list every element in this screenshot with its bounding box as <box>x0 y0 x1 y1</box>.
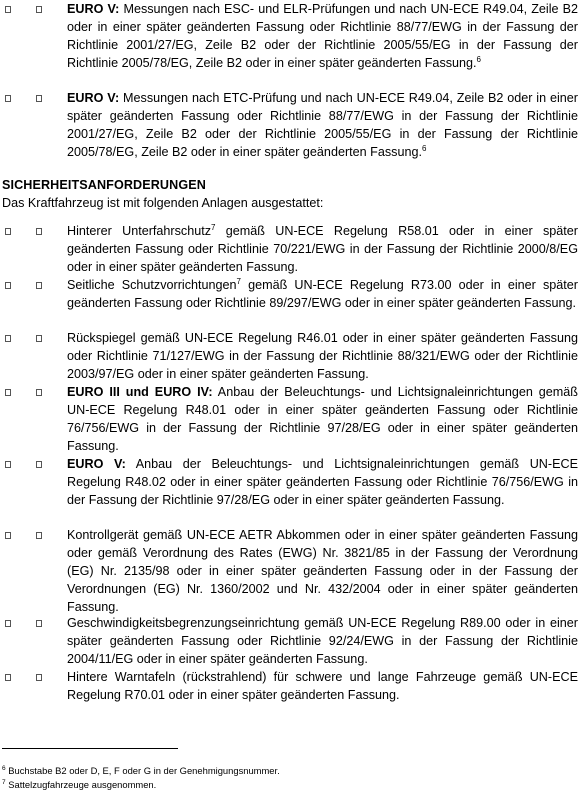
checkbox-left[interactable] <box>5 95 11 102</box>
item-text: Hintere Warntafeln (rückstrahlend) für schwere und lange Fahrzeuge gemäß UN-ECE Regelung R70.01 oder in einer später geänderten Fassung. <box>67 670 578 702</box>
checkbox-right[interactable] <box>36 389 42 396</box>
item-text <box>67 222 578 276</box>
item-bold-label: EURO V: <box>67 457 126 471</box>
footnote-mark: 6 <box>2 764 6 772</box>
checkbox-right[interactable] <box>36 674 42 681</box>
checkbox-left[interactable] <box>5 461 11 468</box>
item-body: Anbau der Beleuchtungs- und Lichtsignaleinrichtungen gemäß UN-ECE Regelung R48.02 oder in einer später geänderten Fassung oder Richtlinie 76/756/EWG in der Fassung der Richtlinie 97/28/EG oder in einer später geänderten Fassung. <box>67 457 578 507</box>
checkbox-left[interactable] <box>5 532 11 539</box>
item-text: Rückspiegel gemäß UN-ECE Regelung R46.01 oder in einer später geänderten Fassung oder Richtlinie 71/127/EWG in der Fassung der Richtlinie 88/321/EWG oder der Richtlinie 2003/97/EG oder in einer später geänderten Fassung. <box>67 331 578 381</box>
item-body: gemäß UN-ECE Regelung R58.01 oder in einer später geänderten Fassung oder Richtlinie 70/221/EWG in der Fassung der Richtlinie 2000/8/EG oder in einer später geänderten Fassung. <box>67 224 579 274</box>
footnote-6 <box>2 765 280 777</box>
checkbox-left[interactable] <box>5 228 11 235</box>
item-bold-label: EURO V: <box>67 91 120 105</box>
checkbox-right[interactable] <box>36 532 42 539</box>
section-title: SICHERHEITSANFORDERUNGEN <box>2 178 206 192</box>
footnote-divider <box>2 748 178 749</box>
checkbox-left[interactable] <box>5 674 11 681</box>
footnote-ref: 7 <box>211 222 216 232</box>
checkbox-right[interactable] <box>36 461 42 468</box>
item-body: Anbau der Beleuchtungs- und Lichtsignaleinrichtungen gemäß UN-ECE Regelung R48.01 oder in einer später geänderten Fassung oder Richtlinie 76/756/EWG in der Fassung der Richtlinie 97/28/EG oder in einer später geänderten Fassung. <box>67 385 578 453</box>
item-body: Messungen nach ESC- und ELR-Prüfungen und nach UN-ECE R49.04, Zeile B2 oder in einer später geänderten Fassung oder Richtlinie 88/77/EWG in der Fassung der Richtlinie 2001/27/EG, Zeile B2 oder der Richtlinie 2005/55/EG in der Fassung der Richtlinie 2005/78/EG, Zeile B2 oder in einer später geänderten Fassung. <box>67 2 578 70</box>
checkbox-right[interactable] <box>36 282 42 289</box>
item-body: gemäß UN-ECE Regelung R73.00 oder in einer später geänderten Fassung oder Richtlinie 89/297/EWG oder in einer später geänderten Fassung. <box>67 278 578 310</box>
item-body: Messungen nach ETC-Prüfung und nach UN-ECE R49.04, Zeile B2 oder in einer später geänderten Fassung oder Richtlinie 88/77/EWG in der Fassung der Richtlinie 2001/27/EG, Zeile B2 oder der Richtlinie 2005/55/EG in der Fassung der Richtlinie 2005/78/EG, Zeile B2 oder in einer später geänderten Fassung. <box>67 91 578 159</box>
item-bold-label: EURO V: <box>67 2 120 16</box>
checkbox-right[interactable] <box>36 6 42 13</box>
footnote-ref: 6 <box>476 54 481 64</box>
footnote-text: Buchstabe B2 oder D, E, F oder G in der Genehmigungsnummer. <box>5 765 280 776</box>
checkbox-left[interactable] <box>5 620 11 627</box>
checkbox-left[interactable] <box>5 389 11 396</box>
checkbox-right[interactable] <box>36 95 42 102</box>
item-bold-label: EURO III und EURO IV: <box>67 385 213 399</box>
item-text <box>67 276 578 312</box>
item-lead: Hinterer Unterfahrschutz <box>67 224 212 238</box>
footnote-ref: 7 <box>236 276 241 286</box>
checkbox-left[interactable] <box>5 282 11 289</box>
item-text <box>67 0 578 72</box>
checkbox-right[interactable] <box>36 228 42 235</box>
checkbox-right[interactable] <box>36 620 42 627</box>
footnote-text: Sattelzugfahrzeuge ausgenommen. <box>5 779 157 790</box>
checkbox-left[interactable] <box>5 6 11 13</box>
item-text <box>67 89 578 161</box>
checkbox-right[interactable] <box>36 335 42 342</box>
section-intro: Das Kraftfahrzeug ist mit folgenden Anlagen ausgestattet: <box>2 196 324 210</box>
footnote-ref: 6 <box>421 143 427 153</box>
item-text <box>67 383 578 455</box>
checkbox-left[interactable] <box>5 335 11 342</box>
footnote-mark: 7 <box>2 778 6 786</box>
footnote-7 <box>2 779 156 791</box>
item-text: Geschwindigkeitsbegrenzungseinrichtung gemäß UN-ECE Regelung R89.00 oder in einer später geänderten Fassung oder Richtlinie 92/24/EWG in der Fassung der Richtlinie 2004/11/EG oder in einer später geänderten Fassung. <box>67 616 578 666</box>
item-text: Kontrollgerät gemäß UN-ECE AETR Abkommen oder in einer später geänderten Fassung oder gemäß Verordnung des Rates (EWG) Nr. 3821/85 in der Fassung der Verordnung (EG) Nr. 2135/98 oder in einer später geänderten Fassung oder in der Fassung der Verordnungen (EG) Nr. 1360/2002 und Nr. 432/2004 oder in einer später geänderten Fassung. <box>67 528 578 614</box>
item-lead: Seitliche Schutzvorrichtungen <box>67 278 237 292</box>
item-text <box>67 455 578 509</box>
